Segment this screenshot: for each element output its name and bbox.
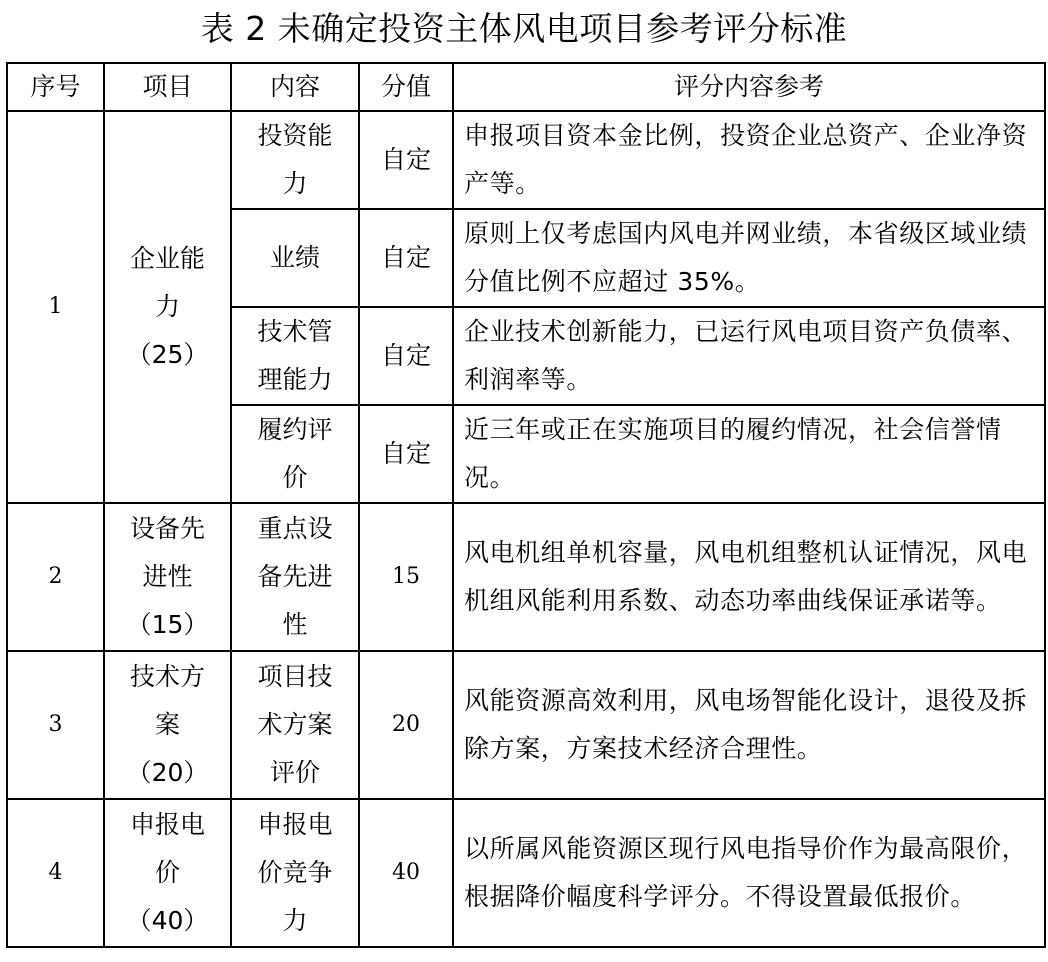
content-cell bbox=[231, 799, 359, 947]
score-cell: 自定 bbox=[359, 405, 453, 503]
item-score: （25） bbox=[126, 340, 209, 369]
content-line: 履约评 bbox=[257, 415, 333, 444]
content-line: 评价 bbox=[269, 758, 320, 787]
content-line: 业绩 bbox=[269, 243, 320, 272]
content-cell bbox=[231, 405, 359, 503]
table-row bbox=[7, 651, 1045, 799]
content-line: 价 bbox=[282, 463, 308, 492]
table-row bbox=[7, 111, 1045, 209]
item-line: 进性 bbox=[142, 562, 193, 591]
reference-cell: 风电机组单机容量，风电机组整机认证情况，风电机组风能利用系数、动态功率曲线保证承诺等。 bbox=[453, 503, 1045, 651]
reference-cell: 风能资源高效利用，风电场智能化设计，退役及拆除方案，方案技术经济合理性。 bbox=[453, 651, 1045, 799]
content-line: 理能力 bbox=[257, 365, 333, 394]
table-body bbox=[7, 111, 1045, 947]
content-cell bbox=[231, 307, 359, 405]
score-cell: 40 bbox=[359, 799, 453, 947]
score-cell: 自定 bbox=[359, 209, 453, 307]
table-row bbox=[7, 503, 1045, 651]
item-line: 案 bbox=[154, 710, 180, 739]
score-cell: 20 bbox=[359, 651, 453, 799]
reference-cell: 以所属风能资源区现行风电指导价作为最高限价，根据降价幅度科学评分。不得设置最低报价。 bbox=[453, 799, 1045, 947]
content-cell bbox=[231, 111, 359, 209]
content-line: 项目技 bbox=[257, 662, 333, 691]
score-cell: 自定 bbox=[359, 307, 453, 405]
content-line: 申报电 bbox=[257, 810, 333, 839]
content-line: 备先进 bbox=[257, 562, 333, 591]
content-cell bbox=[231, 651, 359, 799]
content-line: 技术管 bbox=[257, 317, 333, 346]
header-row bbox=[7, 63, 1045, 111]
item-line: 企业能 bbox=[129, 244, 205, 273]
item-cell bbox=[104, 799, 231, 947]
item-score: （15） bbox=[126, 610, 209, 639]
score-cell: 15 bbox=[359, 503, 453, 651]
header-score: 分值 bbox=[359, 63, 453, 111]
reference-cell: 近三年或正在实施项目的履约情况，社会信誉情况。 bbox=[453, 405, 1045, 503]
table-title: 表 2 未确定投资主体风电项目参考评分标准 bbox=[200, 9, 848, 48]
item-line: 申报电 bbox=[129, 810, 205, 839]
item-line: 价 bbox=[154, 858, 180, 887]
seq-cell: 3 bbox=[7, 651, 104, 799]
content-line: 性 bbox=[282, 610, 308, 639]
reference-cell: 申报项目资本金比例，投资企业总资产、企业净资产等。 bbox=[453, 111, 1045, 209]
item-score: （40） bbox=[126, 906, 209, 935]
score-cell: 自定 bbox=[359, 111, 453, 209]
reference-cell: 原则上仅考虑国内风电并网业绩，本省级区域业绩分值比例不应超过 35%。 bbox=[453, 209, 1045, 307]
seq-cell: 1 bbox=[7, 111, 104, 503]
content-line: 力 bbox=[282, 906, 308, 935]
item-line: 技术方 bbox=[129, 662, 205, 691]
content-line: 重点设 bbox=[257, 514, 333, 543]
item-line: 设备先 bbox=[129, 514, 205, 543]
item-cell bbox=[104, 651, 231, 799]
reference-cell: 企业技术创新能力，已运行风电项目资产负债率、利润率等。 bbox=[453, 307, 1045, 405]
header-reference: 评分内容参考 bbox=[453, 63, 1045, 111]
header-seq: 序号 bbox=[7, 63, 104, 111]
content-line: 投资能 bbox=[257, 121, 333, 150]
content-line: 价竞争 bbox=[257, 858, 333, 887]
seq-cell: 4 bbox=[7, 799, 104, 947]
content-cell bbox=[231, 503, 359, 651]
seq-cell: 2 bbox=[7, 503, 104, 651]
item-line: 力 bbox=[154, 292, 180, 321]
item-cell bbox=[104, 111, 231, 503]
header-item: 项目 bbox=[104, 63, 231, 111]
scoring-table bbox=[6, 62, 1046, 948]
header-content: 内容 bbox=[231, 63, 359, 111]
content-line: 术方案 bbox=[257, 710, 333, 739]
item-score: （20） bbox=[126, 758, 209, 787]
table-row bbox=[7, 799, 1045, 947]
item-cell bbox=[104, 503, 231, 651]
content-line: 力 bbox=[282, 169, 308, 198]
content-cell bbox=[231, 209, 359, 307]
